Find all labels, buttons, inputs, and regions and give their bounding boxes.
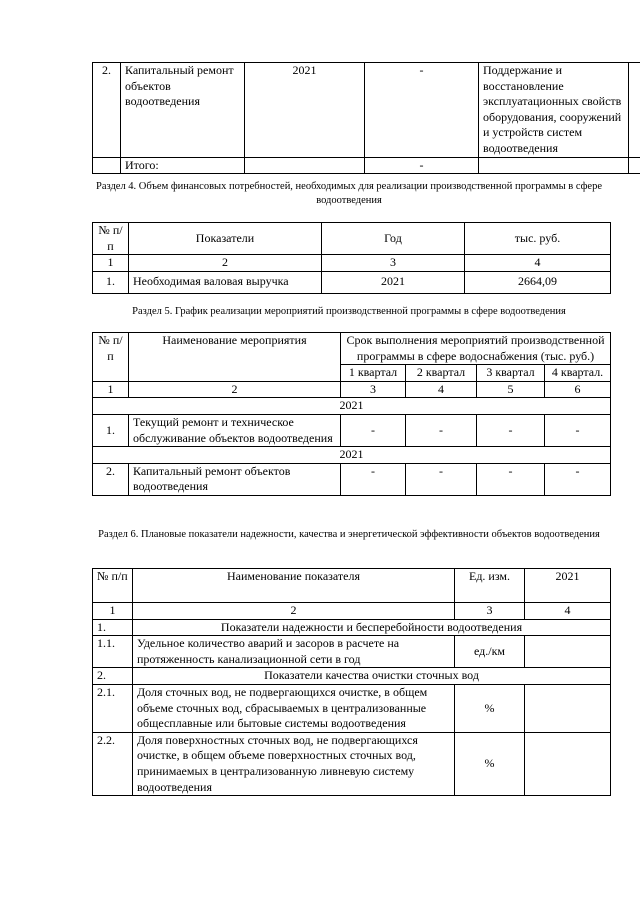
indicators-table: [92, 568, 611, 796]
measure-extra: [629, 63, 640, 158]
year-row: [93, 447, 611, 464]
indicator-name: Необходимая валовая выручка: [129, 271, 322, 293]
quarter-value: -: [545, 414, 611, 446]
indicator-name: Доля поверхностных сточных вод, не подвергающихся очистке, в общем объеме поверхностных сточных вод, принимаемых в централизованную ливневую систему водоотведения: [133, 732, 455, 795]
table-row: [93, 271, 611, 293]
row-number: 1.: [93, 619, 133, 636]
header-thousand-rub: тыс. руб.: [465, 223, 611, 255]
quarter-value: -: [341, 463, 406, 495]
quarter-1: 1 квартал: [341, 365, 406, 382]
header-num: № п/п: [93, 569, 133, 603]
measure-extra: [629, 157, 640, 174]
quarter-value: -: [477, 414, 545, 446]
quarter-3: 3 квартал: [477, 365, 545, 382]
measure-name: Капитальный ремонт объектов водоотведения: [121, 63, 245, 158]
indicator-value: [525, 684, 611, 732]
year-label: 2021: [93, 447, 611, 464]
numbering-cell: 3: [455, 603, 525, 620]
measures-table-continuation: [92, 62, 640, 174]
numbering-row: [93, 381, 611, 398]
measure-name: Капитальный ремонт объектов водоотведения: [129, 463, 341, 495]
row-number: 2.: [93, 63, 121, 158]
indicator-year: 2021: [322, 271, 465, 293]
header-unit: Ед. изм.: [455, 569, 525, 603]
table-header-row: [93, 333, 611, 365]
measure-year: [245, 157, 365, 174]
table-row: [93, 463, 611, 495]
row-number: 1.1.: [93, 636, 133, 668]
measure-amount: -: [365, 63, 479, 158]
numbering-cell: 4: [406, 381, 477, 398]
row-number: 2.: [93, 668, 133, 685]
numbering-cell: 4: [465, 255, 611, 272]
section-6-heading: Раздел 6. Плановые показатели надежности, качества и энергетической эффективности объектов водоотведения: [98, 529, 600, 540]
quarter-value: -: [406, 414, 477, 446]
numbering-cell: 2: [133, 603, 455, 620]
indicator-value: [525, 636, 611, 668]
group-title: Показатели надежности и бесперебойности водоотведения: [133, 619, 611, 636]
quarter-2: 2 квартал: [406, 365, 477, 382]
indicator-name: Доля сточных вод, не подвергающихся очистке, в общем объеме сточных вод, сбрасываемых в централизованные общесплавные или бытовые системы водоотведения: [133, 684, 455, 732]
numbering-cell: 3: [341, 381, 406, 398]
total-row: [93, 157, 640, 174]
section-5-heading: Раздел 5. График реализации мероприятий производственной программы в сфере водоотведения: [132, 306, 566, 317]
row-number: 1.: [93, 414, 129, 446]
numbering-cell: 5: [477, 381, 545, 398]
header-indicator: Показатели: [129, 223, 322, 255]
group-row: [93, 668, 611, 685]
header-num: № п/п: [93, 333, 129, 382]
numbering-cell: 6: [545, 381, 611, 398]
table-row: [93, 636, 611, 668]
group-title: Показатели качества очистки сточных вод: [133, 668, 611, 685]
year-label: 2021: [93, 398, 611, 415]
numbering-cell: 1: [93, 381, 129, 398]
numbering-cell: 2: [129, 255, 322, 272]
quarter-value: -: [545, 463, 611, 495]
total-label: Итого:: [121, 157, 245, 174]
header-measure-name: Наименование мероприятия: [129, 333, 341, 382]
indicator-value: [525, 732, 611, 795]
total-amount: -: [365, 157, 479, 174]
indicator-value: 2664,09: [465, 271, 611, 293]
table-header-row: [93, 223, 611, 255]
indicator-unit: %: [455, 684, 525, 732]
year-row: [93, 398, 611, 415]
row-number: 2.2.: [93, 732, 133, 795]
numbering-cell: 3: [322, 255, 465, 272]
measure-goal: Поддержание и восстановление эксплуатационных свойств оборудования, сооружений и устройств систем водоотведения: [479, 63, 629, 158]
row-number: 1.: [93, 271, 129, 293]
financial-needs-table: [92, 222, 611, 294]
measure-name: Текущий ремонт и техническое обслуживание объектов водоотведения: [129, 414, 341, 446]
header-num: № п/п: [93, 223, 129, 255]
table-row: [93, 684, 611, 732]
numbering-cell: 4: [525, 603, 611, 620]
header-year: 2021: [525, 569, 611, 603]
header-indicator-name: Наименование показателя: [133, 569, 455, 603]
header-period: Срок выполнения мероприятий производственной программы в сфере водоснабжения (тыс. руб.): [341, 333, 611, 365]
row-number: [93, 157, 121, 174]
group-row: [93, 619, 611, 636]
header-year: Год: [322, 223, 465, 255]
quarter-value: -: [341, 414, 406, 446]
numbering-cell: 1: [93, 255, 129, 272]
table-row: [93, 414, 611, 446]
numbering-row: [93, 255, 611, 272]
numbering-row: [93, 603, 611, 620]
table-row: [93, 63, 640, 158]
numbering-cell: 2: [129, 381, 341, 398]
quarter-value: -: [406, 463, 477, 495]
indicator-unit: %: [455, 732, 525, 795]
numbering-cell: 1: [93, 603, 133, 620]
quarter-value: -: [477, 463, 545, 495]
row-number: 2.1.: [93, 684, 133, 732]
table-row: [93, 732, 611, 795]
table-header-row: [93, 569, 611, 603]
indicator-name: Удельное количество аварий и засоров в расчете на протяженность канализационной сети в год: [133, 636, 455, 668]
measure-year: 2021: [245, 63, 365, 158]
row-number: 2.: [93, 463, 129, 495]
section-4-heading: Раздел 4. Объем финансовых потребностей, необходимых для реализации производственной программы в сфере водоотведения: [95, 181, 602, 207]
measure-goal: [479, 157, 629, 174]
schedule-table: [92, 332, 611, 496]
indicator-unit: ед./км: [455, 636, 525, 668]
quarter-4: 4 квартал.: [545, 365, 611, 382]
